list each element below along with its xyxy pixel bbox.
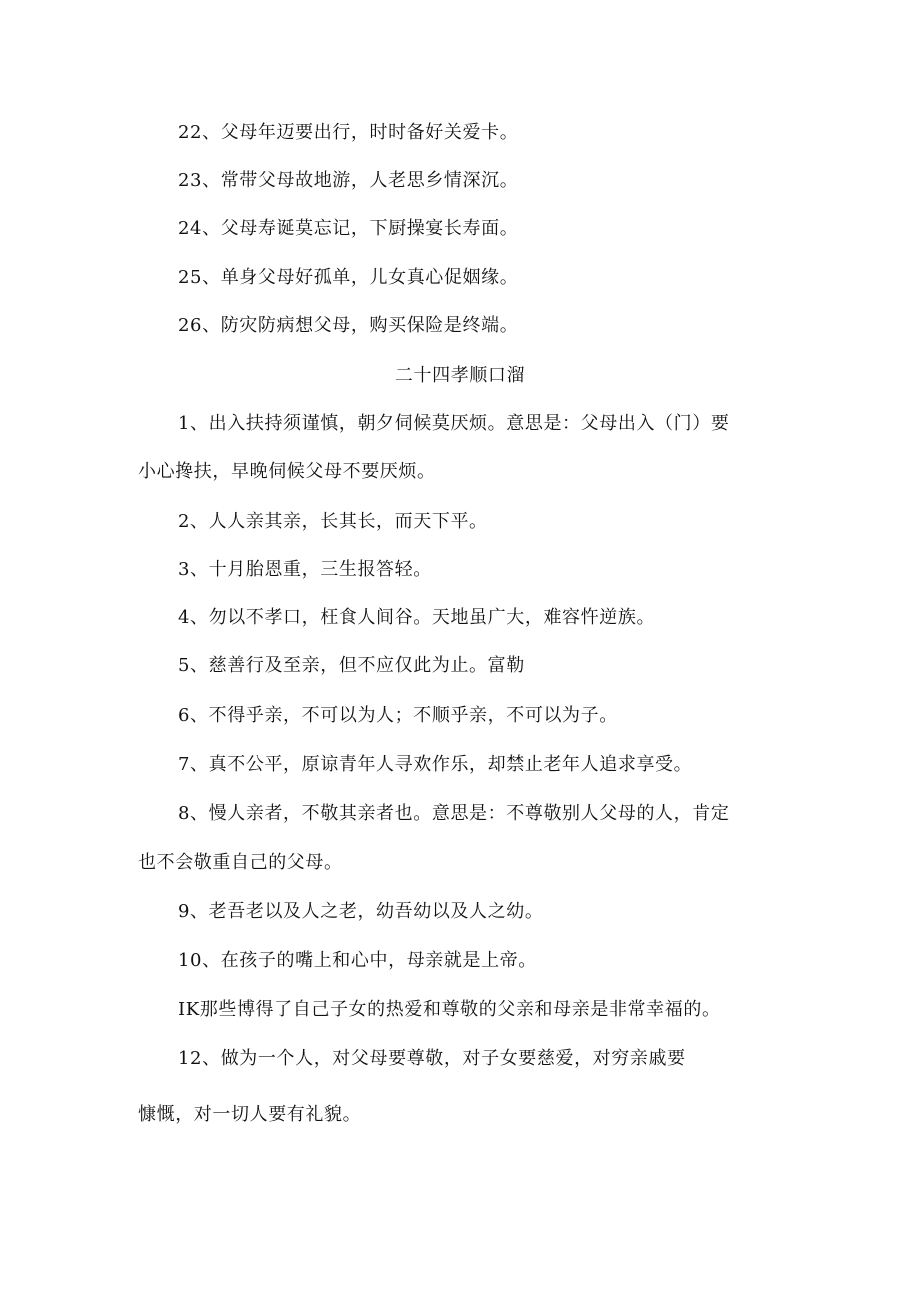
text-line-22: 22、父母年迈要出行，时时备好关爱卡。 [178, 122, 519, 143]
item-7: 7、真不公平，原谅青年人寻欢作乐，却禁止老年人追求享受。 [178, 754, 693, 775]
item-12: 12、做为一个人，对父母要尊敬，对子女要慈爱，对穷亲戚要 [178, 1048, 686, 1069]
text-line-23: 23、常带父母故地游，人老思乡情深沉。 [178, 170, 519, 191]
section-title: 二十四孝顺口溜 [394, 365, 526, 386]
text-line-24: 24、父母寿诞莫忘记，下厨操宴长寿面。 [178, 218, 519, 239]
item-11: IK那些博得了自己子女的热爱和尊敬的父亲和母亲是非常幸福的。 [178, 999, 721, 1020]
item-1-continued: 小心搀扶，早晚伺候父母不要厌烦。 [138, 461, 436, 482]
item-8: 8、慢人亲者，不敬其亲者也。意思是：不尊敬别人父母的人，肯定 [178, 803, 730, 824]
item-5: 5、慈善行及至亲，但不应仅此为止。富勒 [178, 655, 525, 676]
text-line-25: 25、单身父母好孤单，儿女真心促姻缘。 [178, 267, 519, 288]
item-9: 9、老吾老以及人之老，幼吾幼以及人之幼。 [178, 901, 544, 922]
item-1: 1、出入扶持须谨慎，朝夕伺候莫厌烦。意思是：父母出入（门）要 [178, 413, 730, 434]
item-3: 3、十月胎恩重，三生报答轻。 [178, 559, 432, 580]
item-2: 2、人人亲其亲，长其长，而天下平。 [178, 511, 488, 532]
item-10: 10、在孩子的嘴上和心中，母亲就是上帝。 [178, 950, 537, 971]
text-line-26: 26、防灾防病想父母，购买保险是终端。 [178, 315, 519, 336]
item-4: 4、勿以不孝口，枉食人间谷。天地虽广大，难容忤逆族。 [178, 607, 656, 628]
item-8-continued: 也不会敬重自己的父母。 [138, 852, 343, 873]
item-12-continued: 慷慨，对一切人要有礼貌。 [138, 1104, 362, 1125]
item-6: 6、不得乎亲，不可以为人；不顺乎亲，不可以为子。 [178, 705, 618, 726]
